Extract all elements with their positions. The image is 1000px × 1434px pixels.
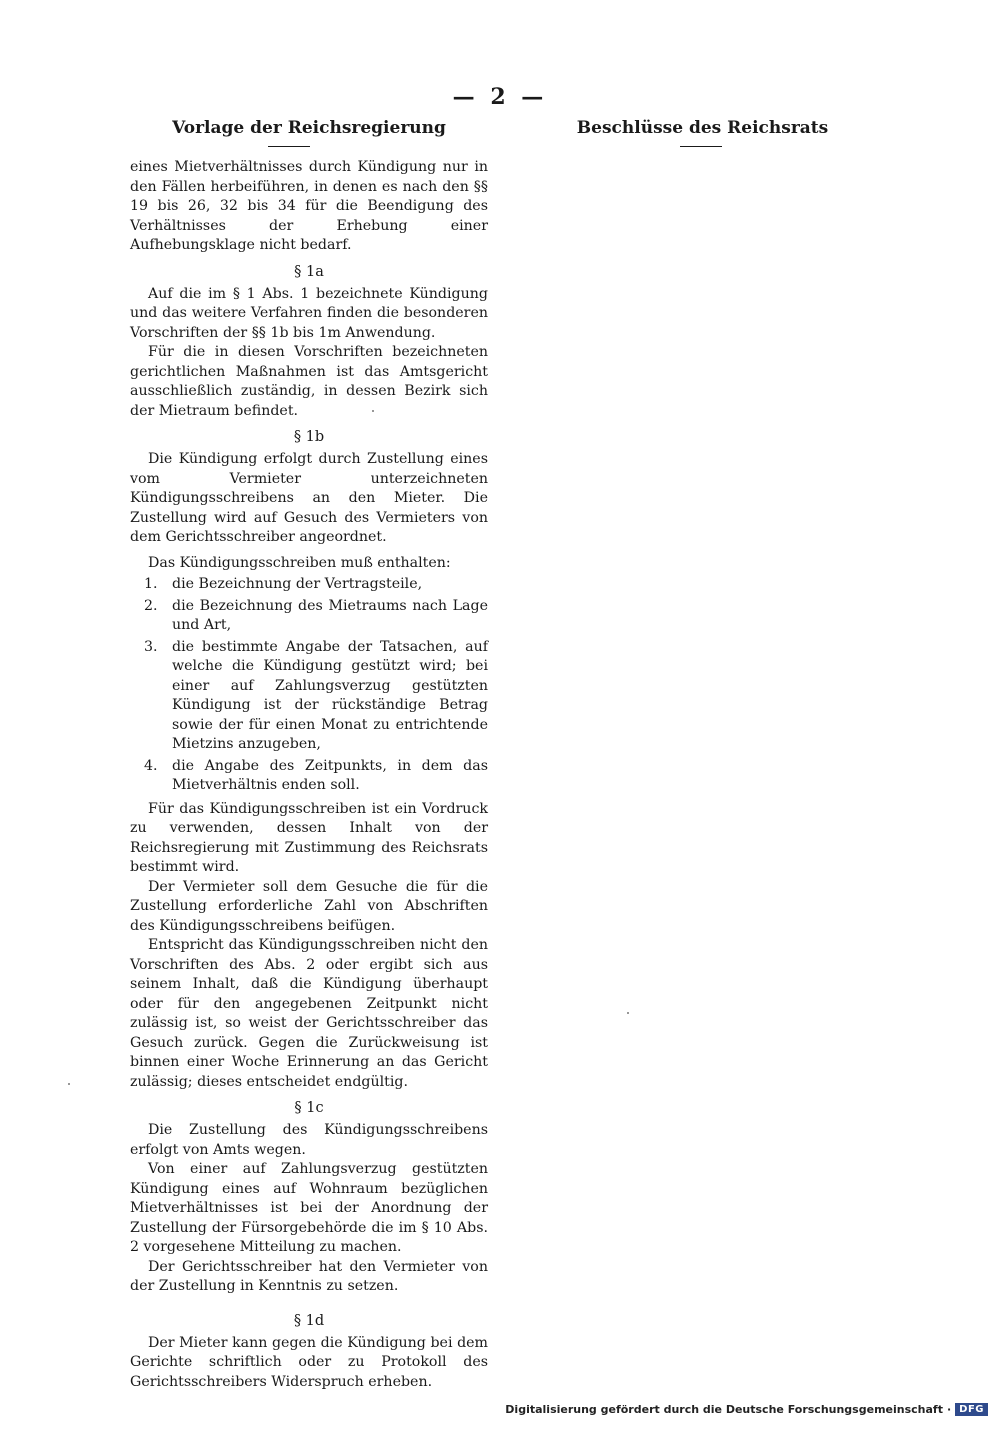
digitization-footer: Digitalisierung gefördert durch die Deutsche Forschungsgemeinschaft · DFG [505,1403,988,1416]
list-item: 2. die Bezeichnung des Mietraums nach Lage und Art, [144,597,488,633]
dfg-logo-icon: DFG [955,1403,988,1416]
list-item: 4. die Angabe des Zeitpunkts, in dem das Mietverhältnis enden soll. [144,757,488,793]
paragraph: Die Zustellung des Kündigungsschreibens erfolgt von Amts wegen. [130,1122,488,1158]
requirements-list [130,575,488,796]
left-column-text [130,158,488,1392]
scan-speck [372,410,374,412]
paragraph: Der Mieter kann gegen die Kündigung bei dem Gerichte schriftlich oder zu Protokoll des Gerichtsschreibers Widerspruch erheben. [130,1334,488,1390]
footer-text: Digitalisierung gefördert durch die Deutsche Forschungsgemeinschaft [505,1403,943,1416]
section-heading-1b: § 1b [293,429,325,445]
paragraph: Für das Kündigungsschreiben ist ein Vordruck zu verwenden, dessen Inhalt von der Reichsregierung mit Zustimmung des Reichsrats bestimmt wird. [130,800,488,875]
right-column-heading: Beschlüsse des Reichsrats [576,118,829,138]
paragraph: Auf die im § 1 Abs. 1 bezeichnete Kündigung und das weitere Verfahren finden die besonderen Vorschriften der §§ 1b bis 1m Anwendung. [130,285,488,341]
list-item: 1. die Bezeichnung der Vertragsteile, [144,576,423,592]
right-heading-rule [680,146,722,147]
section-heading-1c: § 1c [294,1100,324,1116]
paragraph: eines Mietverhältnisses durch Kündigung nur in den Fällen herbeiführen, in denen es nach den §§ 19 bis 26, 32 bis 34 für die Beendigung des Verhältnisses der Erhebung einer Aufhebungsklage nicht bedarf. [130,159,488,253]
paragraph: Für die in diesen Vorschriften bezeichneten gerichtlichen Maßnahmen ist das Amtsgericht ausschließlich zuständig, in dessen Bezirk sich der Mietraum befindet. [130,344,488,419]
left-heading-rule [268,146,310,147]
page-number: — 2 — [452,84,548,110]
left-column-heading: Vorlage der Reichsregierung [172,118,446,138]
section-heading-1d: § 1d [293,1312,325,1329]
list-item: 3. die bestimmte Angabe der Tatsachen, auf welche die Kündigung gestützt wird; bei einer auf Zahlungsverzug gestützten Kündigung ist der rückständige Betrag sowie der für einen Monat zu entrichtende Mietzins anzugeben, [144,638,488,752]
paragraph: Der Vermieter soll dem Gesuche die für die Zustellung erforderliche Zahl von Abschriften des Kündigungsschreibens beifügen. [130,878,488,934]
paragraph: Von einer auf Zahlungsverzug gestützten Kündigung eines auf Wohnraum bezüglichen Mietverhältnisses ist bei der Anordnung der Zustellung der Fürsorgebehörde die im § 10 Abs. 2 vorgesehene Mitteilung zu machen. [130,1161,488,1255]
paragraph: Das Kündigungsschreiben muß enthalten: [148,554,451,571]
paragraph: Der Gerichtsschreiber hat den Vermieter von der Zustellung in Kenntnis zu setzen. [130,1258,488,1294]
scan-speck [627,1012,629,1014]
paragraph: Die Kündigung erfolgt durch Zustellung eines vom Vermieter unterzeichneten Kündigungsschreibens an den Mieter. Die Zustellung wird auf Gesuch des Vermieters von dem Gerichtsschreiber angeordnet. [130,451,488,545]
paragraph: Entspricht das Kündigungsschreiben nicht den Vorschriften des Abs. 2 oder ergibt sich aus seinem Inhalt, daß die Kündigung überhaupt oder für den angegebenen Zeitpunkt nicht zulässig ist, so weist der Gerichtsschreiber das Gesuch zurück. Gegen die Zurückweisung ist binnen einer Woche Erinnerung an das Gericht zulässig; dieses entscheidet endgültig. [130,937,488,1090]
section-heading-1a: § 1a [294,263,324,280]
scan-speck [68,1083,70,1085]
